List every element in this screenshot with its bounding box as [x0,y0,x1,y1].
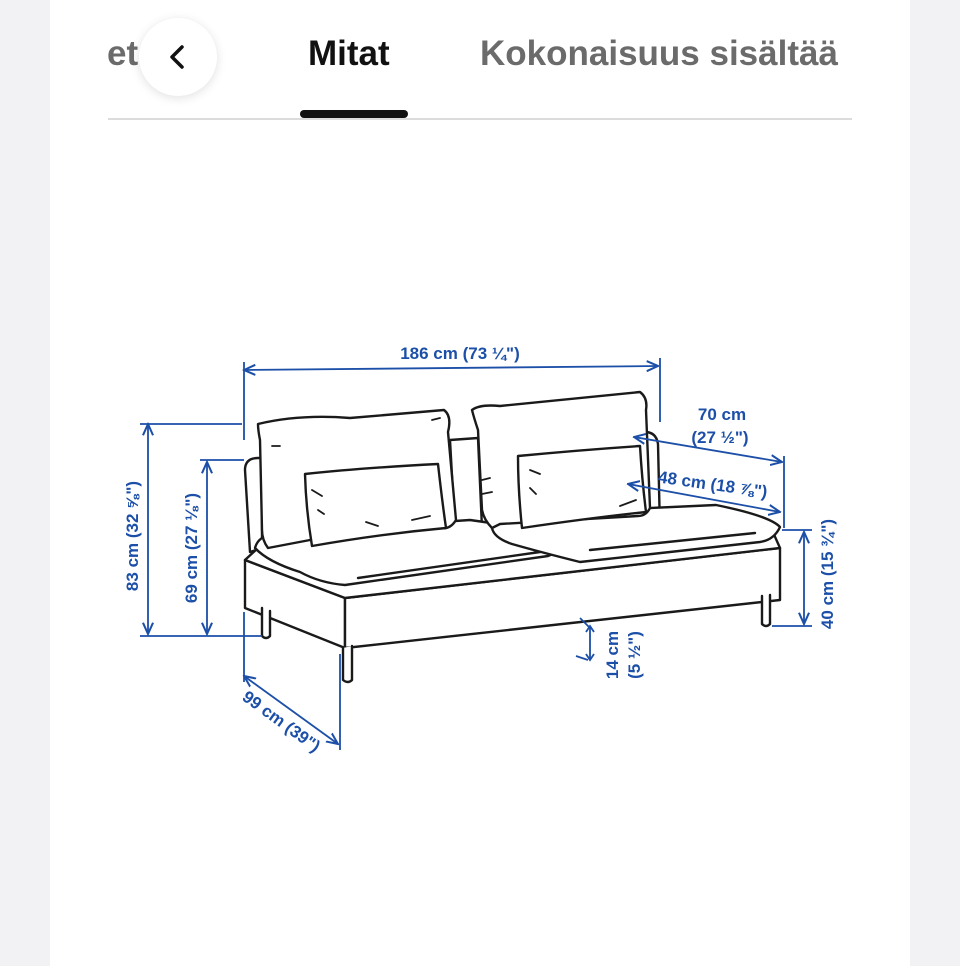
depth-label-line2: (27 ½") [691,428,749,447]
tab-previous-label: et [107,34,139,73]
seat-depth-label: 48 cm (18 ⅞") [656,467,769,502]
diagonal-depth-label: 99 cm (39") [238,687,324,757]
height-label: 83 cm (32 ⅝") [123,480,142,592]
depth-label-line1: 70 cm [697,405,747,424]
height-inner-label: 69 cm (27 ⅛") [182,492,201,604]
seat-height-label: 40 cm (15 ¾") [818,518,837,630]
tab-kokonaisuus-label: Kokonaisuus sisältää [480,34,838,73]
leg-height-label-line2: (5 ½") [625,631,644,679]
leg-height-label-line1: 14 cm [603,630,622,680]
tab-mitat-label: Mitat [308,34,390,73]
width-label: 186 cm (73 ¼") [400,344,520,363]
